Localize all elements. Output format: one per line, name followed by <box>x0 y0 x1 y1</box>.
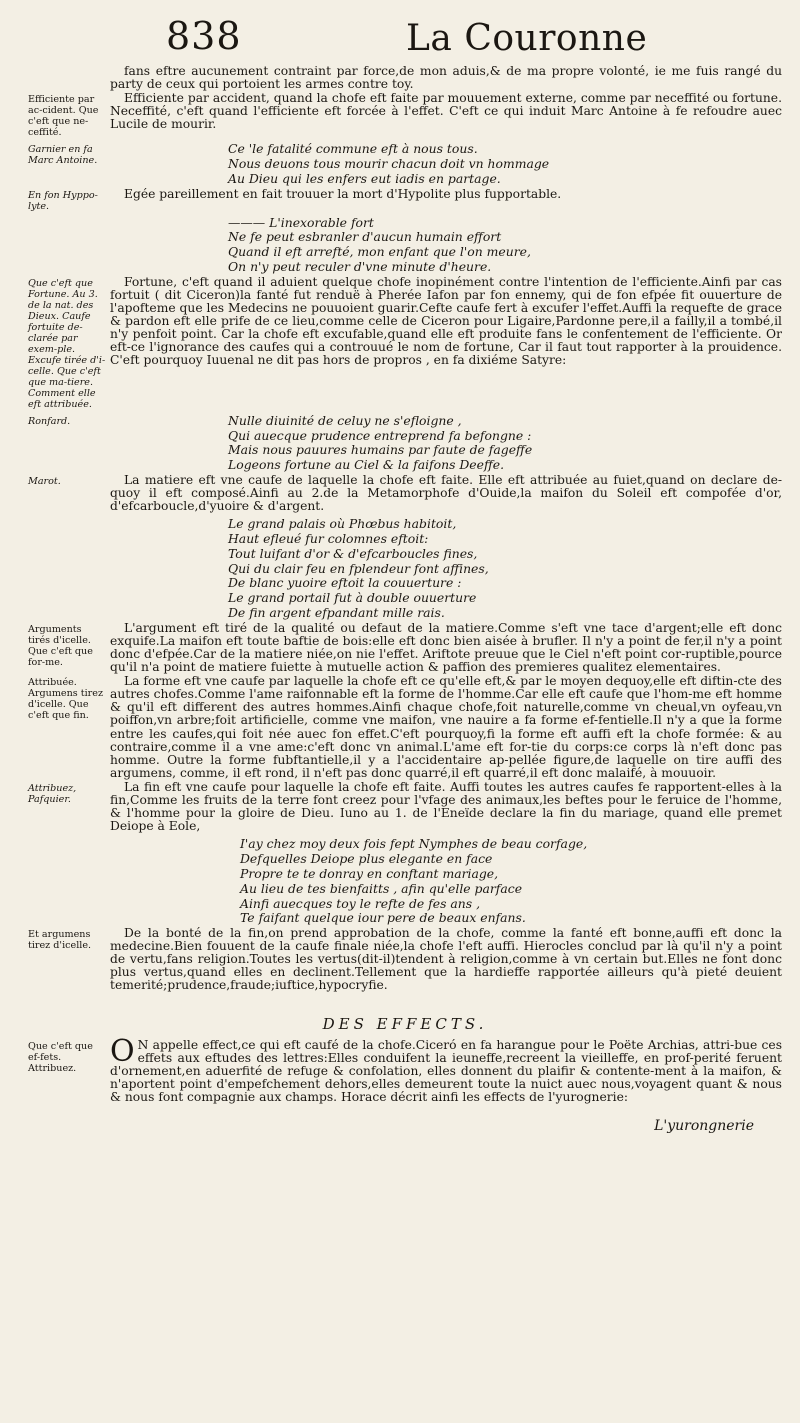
verse-line: Defquelles Deiope plus elegante en face <box>240 851 493 867</box>
verse-line: Quand il eft arrefté, mon enfant que l'on meure, <box>228 244 531 260</box>
verse-line: Nulle diuinité de celuy ne s'efloigne , <box>228 412 462 428</box>
verse-block <box>28 517 782 621</box>
verse-line: Propre te te donray en conftant mariage, <box>240 865 499 881</box>
verse-line: On n'y peut reculer d'vne minute d'heure. <box>228 258 492 274</box>
marginal-note: Ronfard. <box>28 415 71 427</box>
paragraph-text: Fortune, c'eft quand il aduient quelque chofe inopinément contre l'intention de l'efficiente.Ainfi par cas fortuit ( dit Ciceron)la fanté fut renduë à Pherée Iafon par fon ennemy, qui de fon efpée fit ouuerture de l'apofteme que les Medecins ne pouuoient guarir.Cefte caufe fert à excufer l'effet.Auffi la requefte de grace & pardon eft elle prife de ce lieu,comme celle de Ciceron pour Ligaire,Pardonne pere,il a failly,il a tombé,il n'y penfoit point. Car la chofe eft excufable,quand elle eft produite fans le confentement de l'efficiente. Or eft-ce l'ignorance des caufes qui a controuué le nom de fortune, Car il faut tout rapporter à la prouidence. C'eft pourquoy Iuuenal ne dit pas hors de propros , en fa dixiéme Satyre: <box>110 274 782 368</box>
verse-line: Logeons fortune au Ciel & la faifons Deeffe. <box>228 457 505 473</box>
catchword: L'yurongnerie <box>654 1118 754 1135</box>
running-title: La Couronne <box>406 18 648 59</box>
paragraph-block <box>28 92 782 138</box>
paragraph-text: La matiere eft vne caufe de laquelle la chofe eft faite. Elle eft attribuée au fuiet,quand on declare de-quoy il eft composé.Ainfi au 2.de la Metamorphofe d'Ouide,la maifon du Soleil eft compofée d'or, d'efcarboucle,d'yuoire & d'argent. <box>110 472 782 514</box>
verse-line: Qui auecque prudence entreprend fa befongne : <box>228 427 532 443</box>
verse-block <box>28 216 782 275</box>
verse-line: Mais nous pauures humains par faute de fageffe <box>228 442 533 458</box>
page-body <box>28 65 782 1104</box>
paragraph-block <box>28 1033 782 1104</box>
verse-line: Ne fe peut esbranler d'aucun humain effort <box>228 229 502 245</box>
verse-block <box>28 142 782 186</box>
verse-line: ——— L'inexorable fort <box>228 214 374 230</box>
paragraph-block <box>28 781 782 833</box>
marginal-note: Attribuée. Argumens tirez d'icelle. Que c'eft que fin. <box>28 677 104 722</box>
verse-block <box>28 414 782 473</box>
verse-text <box>110 414 782 473</box>
paragraph-text: L'argument eft tiré de la qualité ou defaut de la matiere.Comme s'eft vne tace d'argent;elle eft donc exquife.La maifon eft toute baftie de bois:elle eft donc bien aisée à brufler. Il n'y a point de fer,il n'y a point donc d'efpée.Car de la matiere niée,on nie l'effet. Ariftote preuue que le Ciel n'eft point cor-ruptible,pource qu'il n'a point de matiere fuiette à mutuelle action & paffion des premieres qualitez elementaires. <box>110 620 782 675</box>
paragraph-block <box>28 188 782 212</box>
verse-line: Qui du clair feu en fplendeur font affines, <box>228 560 489 576</box>
verse-text <box>110 142 782 186</box>
marginal-note: Garnier en fa Marc Antoine. <box>28 144 98 167</box>
paragraph-text: La fin eft vne caufe pour laquelle la chofe eft faite. Auffi toutes les autres caufes fe rapportent-elles à la fin,Comme les fruits de la terre font creez pour l'vfage des animaux,les beftes pour le feruice de l'homme, & l'homme pour la gloire de Dieu. Iuno au 1. de l'Eneïde declare la fin du mariage, quand elle premet Deiope à Eole, <box>110 779 782 834</box>
verse-line: Te faifant quelque iour pere de beaux enfans. <box>240 910 526 926</box>
paragraph-block <box>28 474 782 513</box>
verse-line: Nous deuons tous mourir chacun doit vn hommage <box>228 155 550 171</box>
marginal-note <box>28 517 110 621</box>
marginal-note: Arguments tirés d'icelle. Que c'eft que for-me. <box>28 623 93 668</box>
verse-line: Ce 'le fatalité commune eft à nous tous. <box>228 141 478 157</box>
marginal-note <box>28 837 110 926</box>
page-number: 838 <box>166 14 242 58</box>
marginal-note: Que c'eft que ef-fets. Attribuez. <box>28 1040 93 1074</box>
paragraph-text: De la bonté de la fin,on prend approbation de la chofe, comme la fanté eft bonne,auffi eft donc la medecine.Bien fouuent de la caufe finale niée,la chofe l'eft auffi. Hierocles conclud par là qu'il n'y a point de vertu,fans religion.Toutes les vertus(dit-il)tendent à religion,comme à vn certain but.Elles ne font donc plus vertus,quand elles en declinent.Tellement que la hardieffe rapportée ailleurs qu'à pieté deuient temerité;prudence,fraude;iuftice,hypocryfie. <box>110 926 782 993</box>
paragraph-block <box>28 622 782 674</box>
verse-line: Le grand palais où Phœbus habitoit, <box>228 516 457 532</box>
marginal-note: Et argumens tirez d'icelle. <box>28 929 92 952</box>
verse-line: Au lieu de tes bienfaitts , afin qu'elle parface <box>240 880 523 896</box>
page-header <box>28 0 782 64</box>
marginal-note: En fon Hyppo-lyte. <box>28 189 98 212</box>
section-heading: DES EFFECTS. <box>322 1014 488 1033</box>
paragraph-block <box>28 927 782 992</box>
paragraph-text: Efficiente par accident, quand la chofe eft faite par mouuement externe, comme par neceffité ou fortune. Neceffité, c'eft quand l'efficiente eft forcée à l'effet. C'eft ce qui induit Marc Antoine à fe refoudre auec Lucile de mourir. <box>110 91 782 132</box>
paragraph-text: Egée pareillement en fait trouuer la mort d'Hypolite plus fupportable. <box>124 186 562 201</box>
verse-line: Tout luifant d'or & d'efcarboucles fines, <box>228 545 478 561</box>
marginal-note: Efficiente par ac-cident. Que c'eft que ne-ceffité. <box>28 94 99 139</box>
verse-text <box>110 517 782 621</box>
verse-text <box>110 216 782 275</box>
paragraph-text: ON appelle effect,ce qui eft caufé de la chofe.Ciceró en fa harangue pour le Poëte Archias, attri-bue ces effets aux eftudes des lettres:Elles conduifent la ieuneffe,recreent la vieilleffe, en prof-perité feruent d'ornement,en aduerfité de refuge & confolation, elles donnent du plaifir & contente-ment à la maifon, & n'aportent point d'empefchement dehors,elles demeurent toute la nuict auec nous,voyagent quant & nous & nous font compagnie aux champs. Horace décrit ainfi les effects de l'yurognerie: <box>110 1033 782 1104</box>
verse-line: Ainfi auecques toy le refte de fes ans , <box>240 895 481 911</box>
marginal-note: Que c'eft que Fortune. Au 3. de la nat. des Dieux. Caufe fortuite de-clarée par exem-ple. Excufe tirée d'i-celle. Que c'eft que ma-tiere. Comment elle eft attribuée. <box>28 277 106 410</box>
marginal-note: Marot. <box>28 475 61 487</box>
verse-line: I'ay chez moy deux fois fept Nymphes de beau corfage, <box>240 836 588 852</box>
verse-text <box>110 837 782 926</box>
paragraph-text: fans eftre aucunement contraint par force,de mon aduis,& de ma propre volonté, ie me fuis rangé du party de ceux qui portoient les armes contre toy. <box>110 64 782 92</box>
verse-block <box>28 837 782 926</box>
verse-line: Haut efleué fur colomnes eftoit: <box>228 531 429 547</box>
verse-line: De fin argent efpandant mille rais. <box>228 605 445 621</box>
paragraph-text: La forme eft vne caufe par laquelle la chofe eft ce qu'elle eft,& par le moyen dequoy,elle eft diftin-cte des autres chofes.Comme l'ame raifonnable eft la forme de l'homme.Car elle eft caufe que l'hom-me eft homme & qu'il eft different des autres hommes.Ainfi chaque chofe,foit naturelle,comme vn cheual,vn oyfeau,vn poiffon,vn arbre;foit artificielle, comme vne maifon, vne nauire a fa forme ef-fentielle.Il n'y a que la forme entre les caufes,qui foit née auec fon effet.C'eft pourquoy,fi la forme eft auffi eft la chofe formée: & au contraire,comme il a vne ame:c'eft donc vn animal.L'ame eft for-tie du corps:ce corps là n'eft donc pas homme. Outre la forme fubftantielle,il y a l'accidentaire ap-pellée figure,de laquelle on tire auffi des argumens, comme, il eft rond, il n'eft pas donc quarré,il eft quarré,il eft donc malaifé, à mouuoir. <box>110 674 782 780</box>
verse-line: De blanc yuoire eftoit la couuerture : <box>228 575 462 591</box>
verse-line: Au Dieu qui les enfers eut iadis en partage. <box>228 170 501 186</box>
marginal-note: Attribuez, Pafquier. <box>28 782 77 805</box>
marginal-note <box>28 65 110 91</box>
marginal-note <box>28 216 110 275</box>
paragraph-block <box>28 276 782 410</box>
paragraph-block <box>28 675 782 780</box>
paragraph-block <box>28 65 782 91</box>
verse-line: Le grand portail fut à double ouuerture <box>228 590 477 606</box>
